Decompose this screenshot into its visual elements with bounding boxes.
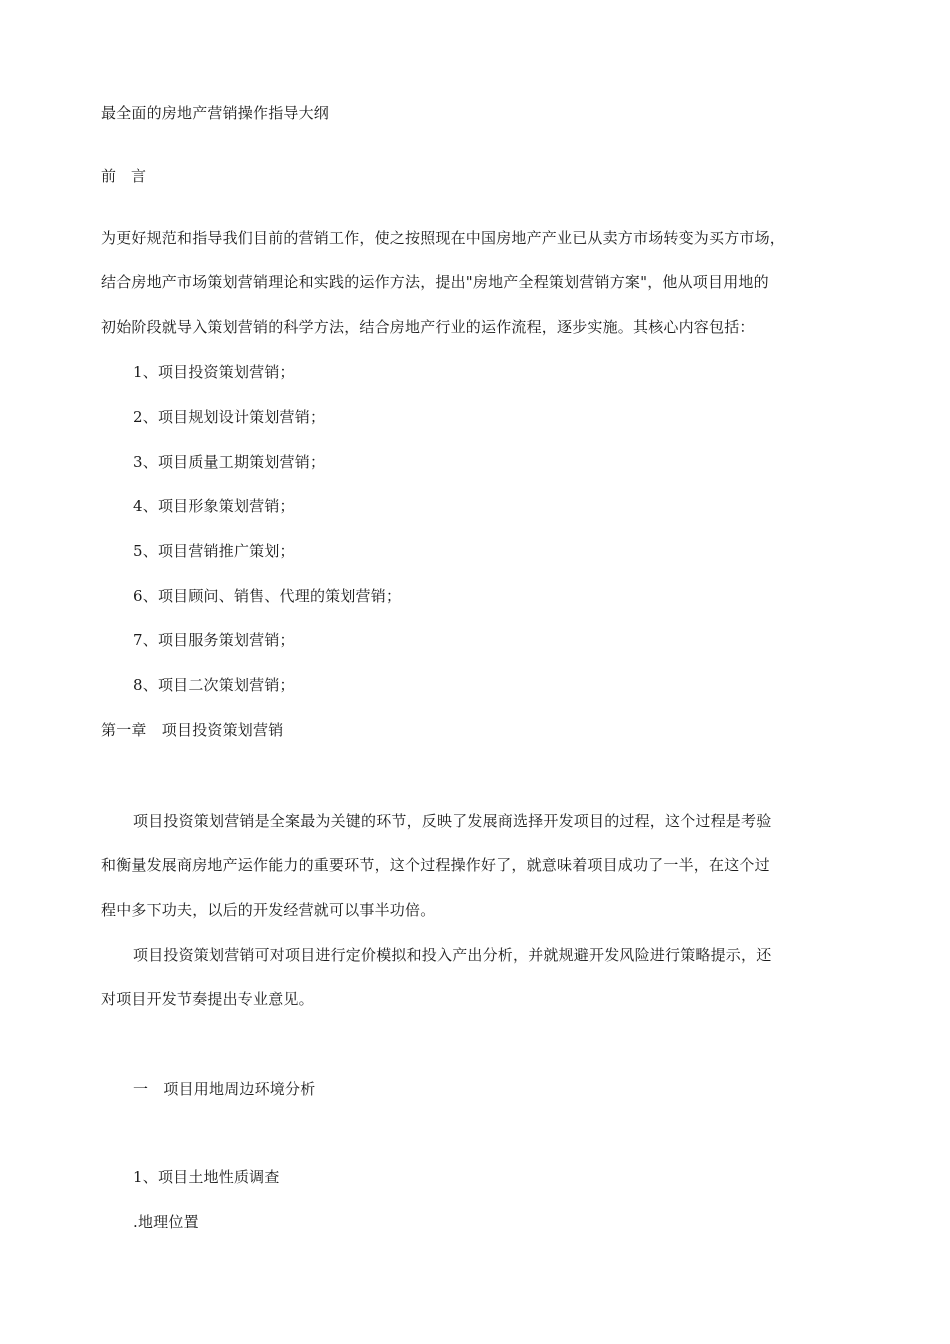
chapter-paragraph-line: 和衡量发展商房地产运作能力的重要环节，这个过程操作好了，就意味着项目成功了一半，在这个过	[101, 856, 770, 874]
document-title: 最全面的房地产营销操作指导大纲	[101, 104, 330, 122]
list-item: 5、项目营销推广策划；	[133, 542, 295, 560]
list-item: 3、项目质量工期策划营销；	[133, 453, 326, 471]
chapter-paragraph-line: 项目投资策划营销是全案最为关键的环节，反映了发展商选择开发项目的过程，这个过程是考验	[133, 812, 772, 830]
intro-paragraph-line: 为更好规范和指导我们目前的营销工作，使之按照现在中国房地产产业已从卖方市场转变为买方市场，	[101, 229, 786, 247]
chapter-paragraph-line: 项目投资策划营销可对项目进行定价模拟和投入产出分析，并就规避开发风险进行策略提示，还	[133, 946, 772, 964]
chapter-heading: 第一章 项目投资策划营销	[101, 721, 284, 739]
list-item: 1、项目投资策划营销；	[133, 363, 295, 381]
intro-paragraph-line: 初始阶段就导入策划营销的科学方法，结合房地产行业的运作流程，逐步实施。其核心内容包括：	[101, 318, 755, 336]
intro-paragraph-line: 结合房地产市场策划营销理论和实践的运作方法，提出"房地产全程策划营销方案"，他从项目用地的	[101, 273, 769, 291]
list-item: 4、项目形象策划营销；	[133, 497, 295, 515]
list-item: 6、项目顾问、销售、代理的策划营销；	[133, 587, 402, 605]
preface-heading: 前 言	[101, 167, 147, 185]
list-item: 8、项目二次策划营销；	[133, 676, 295, 694]
chapter-paragraph-line: 对项目开发节奏提出专业意见。	[101, 990, 314, 1008]
subsection-heading: 1、项目土地性质调查	[133, 1168, 280, 1186]
section-heading: 一 项目用地周边环境分析	[133, 1080, 316, 1098]
subsection-item: .地理位置	[133, 1213, 199, 1231]
list-item: 7、项目服务策划营销；	[133, 631, 295, 649]
chapter-paragraph-line: 程中多下功夫，以后的开发经营就可以事半功倍。	[101, 901, 436, 919]
list-item: 2、项目规划设计策划营销；	[133, 408, 326, 426]
